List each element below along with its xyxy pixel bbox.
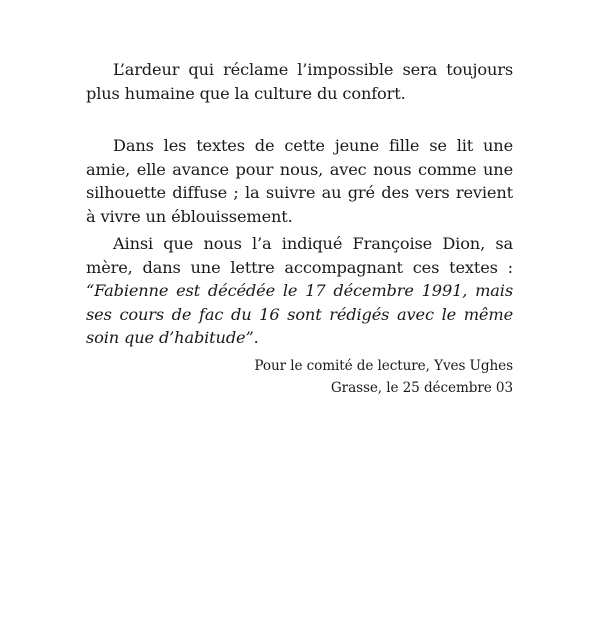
paragraph-lettre-intro: Ainsi que nous l’a indiqué Françoise Dion, sa mère, dans une lettre accompagnant ces textes : — [86, 234, 513, 277]
paragraph-jeune-fille: Dans les textes de cette jeune fille se lit une amie, elle avance pour nous, avec nous comme une silhouette diffuse ; la suivre au gré des vers revient à vivre un éblouissement. — [86, 136, 513, 226]
quote-fabienne: “Fabienne est décédée le 17 décembre 1991, mais ses cours de fac du 16 sont rédigés avec le même soin que d’habitude” — [86, 281, 513, 347]
signature-block — [254, 355, 513, 399]
paragraph-lettre — [86, 232, 513, 350]
paragraph-lettre-end: . — [253, 328, 259, 347]
signature-place-date: Grasse, le 25 décembre 03 — [330, 380, 513, 396]
signature-committee: Pour le comité de lecture, Yves Ughes — [254, 358, 513, 374]
paragraph-ardeur: L’ardeur qui réclame l’impossible sera toujours plus humaine que la culture du confort. — [86, 60, 513, 103]
